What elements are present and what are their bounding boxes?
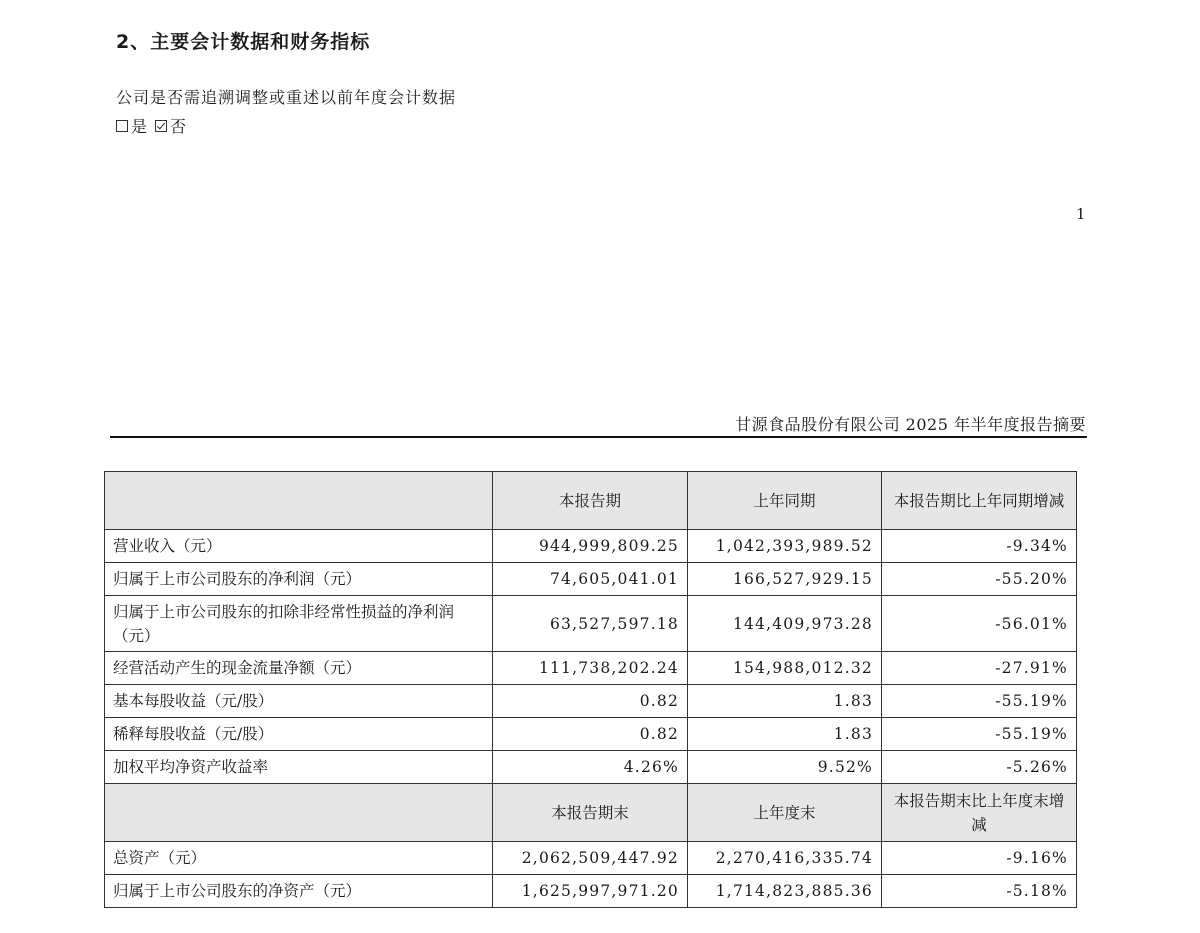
change-value: -5.18%	[882, 875, 1077, 908]
row-label: 稀释每股收益（元/股）	[105, 718, 493, 751]
checkbox-yes[interactable]	[116, 120, 128, 132]
current-value: 111,738,202.24	[493, 652, 688, 685]
row-label: 总资产（元）	[105, 842, 493, 875]
table-row	[105, 875, 1077, 908]
row-label: 归属于上市公司股东的扣除非经常性损益的净利润（元）	[105, 596, 493, 652]
change-value: -55.20%	[882, 563, 1077, 596]
table-row	[105, 685, 1077, 718]
option-yes[interactable]	[116, 114, 147, 137]
prior-value: 1.83	[688, 685, 882, 718]
current-value: 0.82	[493, 718, 688, 751]
change-value: -55.19%	[882, 718, 1077, 751]
page-number: 1	[1076, 205, 1086, 223]
current-value: 4.26%	[493, 751, 688, 784]
option-yes-label: 是	[131, 117, 148, 136]
prior-value: 166,527,929.15	[688, 563, 882, 596]
table-row	[105, 596, 1077, 652]
table-row	[105, 652, 1077, 685]
row-label: 基本每股收益（元/股）	[105, 685, 493, 718]
change-value: -55.19%	[882, 685, 1077, 718]
table-row	[105, 751, 1077, 784]
change-value: -27.91%	[882, 652, 1077, 685]
header-cell: 本报告期	[493, 472, 688, 530]
header-cell: 上年度末	[688, 784, 882, 842]
prior-value: 9.52%	[688, 751, 882, 784]
change-value: -9.34%	[882, 530, 1077, 563]
current-value: 2,062,509,447.92	[493, 842, 688, 875]
prior-value: 1.83	[688, 718, 882, 751]
row-label: 营业收入（元）	[105, 530, 493, 563]
current-value: 1,625,997,971.20	[493, 875, 688, 908]
header-cell	[105, 784, 493, 842]
table-row	[105, 718, 1077, 751]
prior-value: 144,409,973.28	[688, 596, 882, 652]
current-value: 63,527,597.18	[493, 596, 688, 652]
row-label: 归属于上市公司股东的净利润（元）	[105, 563, 493, 596]
table-row	[105, 530, 1077, 563]
current-value: 0.82	[493, 685, 688, 718]
report-header: 甘源食品股份有限公司 2025 年半年度报告摘要	[735, 415, 1086, 434]
header-cell: 上年同期	[688, 472, 882, 530]
header-cell: 本报告期末	[493, 784, 688, 842]
prior-value: 154,988,012.32	[688, 652, 882, 685]
header-cell: 本报告期末比上年度末增减	[882, 784, 1077, 842]
header-cell: 本报告期比上年同期增减	[882, 472, 1077, 530]
row-label: 加权平均净资产收益率	[105, 751, 493, 784]
change-value: -56.01%	[882, 596, 1077, 652]
prior-value: 2,270,416,335.74	[688, 842, 882, 875]
financial-indicators-table	[104, 471, 1077, 908]
header-rule	[110, 436, 1087, 438]
prior-value: 1,042,393,989.52	[688, 530, 882, 563]
checkbox-no-checked[interactable]	[155, 120, 167, 132]
section-title: 2、主要会计数据和财务指标	[116, 31, 371, 53]
table-row	[105, 842, 1077, 875]
change-value: -9.16%	[882, 842, 1077, 875]
row-label: 经营活动产生的现金流量净额（元）	[105, 652, 493, 685]
table-header-row	[105, 784, 1077, 842]
prior-value: 1,714,823,885.36	[688, 875, 882, 908]
restatement-question: 公司是否需追溯调整或重述以前年度会计数据	[116, 88, 457, 107]
restatement-options	[116, 114, 194, 137]
header-cell	[105, 472, 493, 530]
row-label: 归属于上市公司股东的净资产（元）	[105, 875, 493, 908]
option-no[interactable]	[155, 114, 186, 137]
current-value: 944,999,809.25	[493, 530, 688, 563]
table-row	[105, 563, 1077, 596]
table-header-row	[105, 472, 1077, 530]
current-value: 74,605,041.01	[493, 563, 688, 596]
option-no-label: 否	[170, 117, 187, 136]
change-value: -5.26%	[882, 751, 1077, 784]
